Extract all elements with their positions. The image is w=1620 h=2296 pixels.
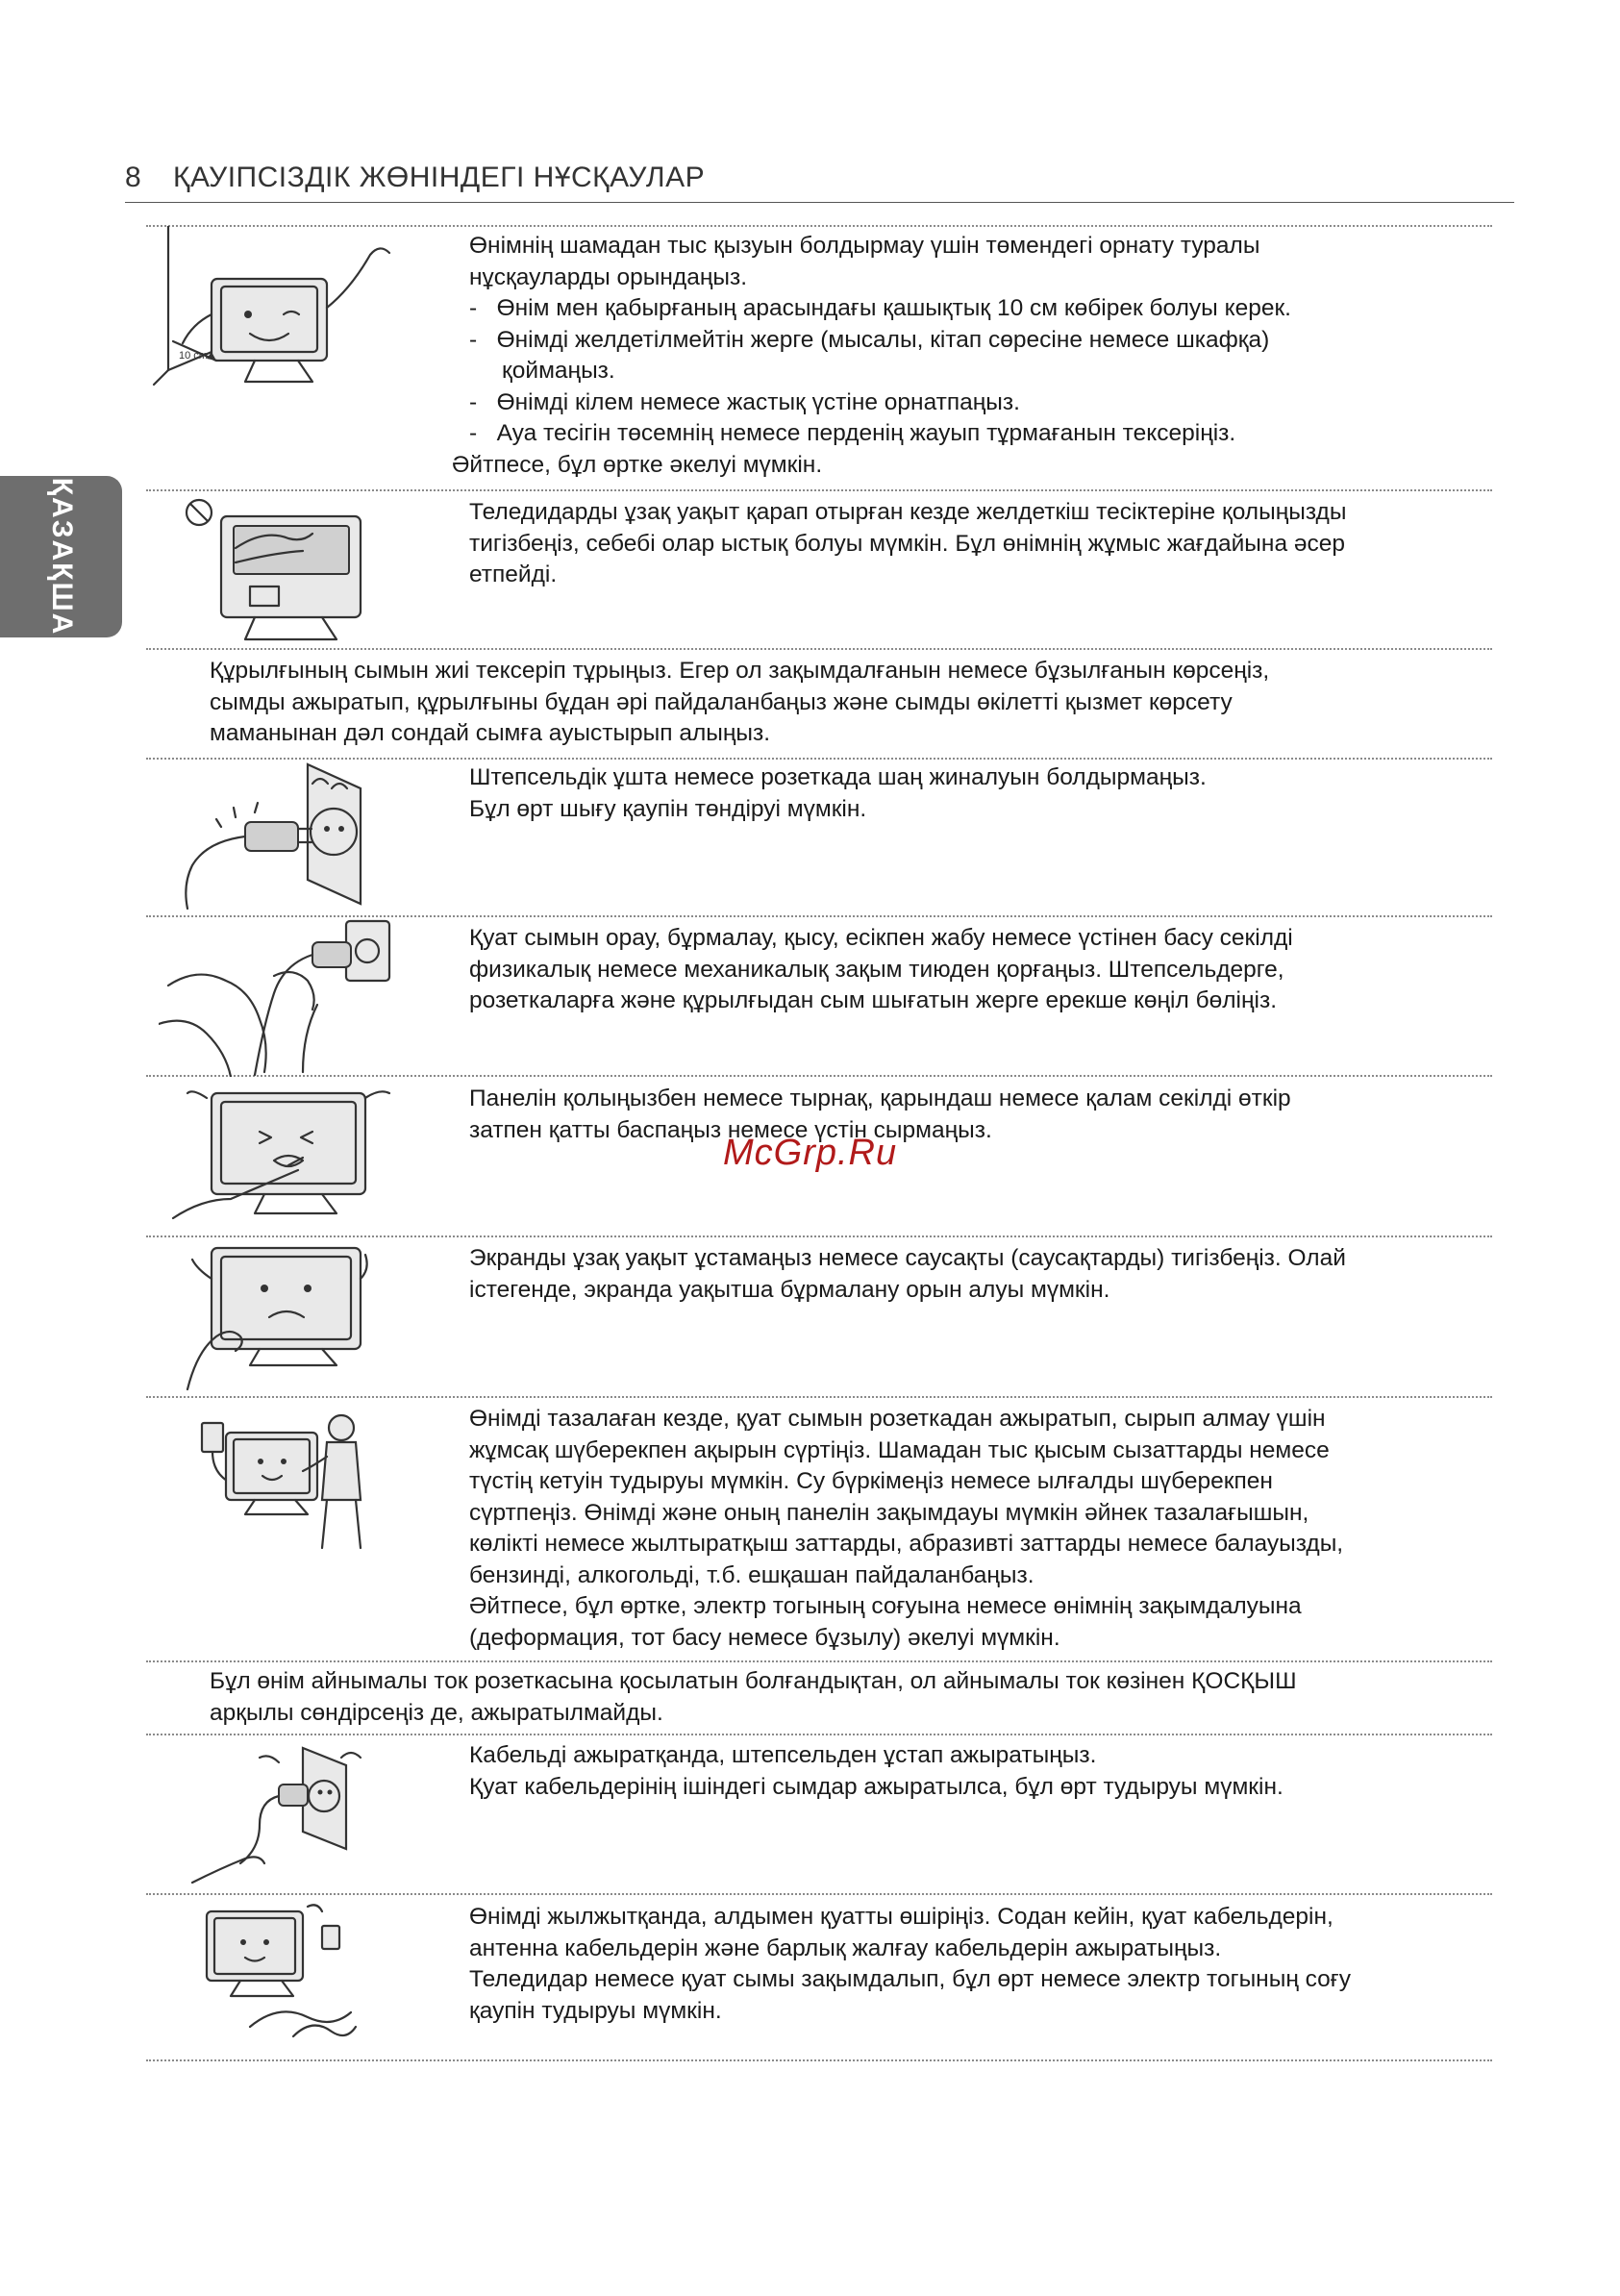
section-6-line: Панелін қолыңызбен немесе тырнақ, қарындаш немесе қалам секілді өткір bbox=[469, 1086, 1291, 1111]
page-header bbox=[125, 162, 1514, 203]
section-divider bbox=[146, 2059, 1492, 2061]
page-title: ҚАУІПСІЗДІК ЖӨНІНДЕГІ НҰСҚАУЛАР bbox=[173, 162, 706, 193]
section-9-text bbox=[210, 1666, 1297, 1729]
section-divider bbox=[146, 1660, 1492, 1662]
section-10-text bbox=[469, 1740, 1284, 1803]
section-8-line: жұмсақ шүберекпен ақырын сүртіңіз. Шамадан тыс қысым сызаттарды немесе bbox=[469, 1436, 1330, 1463]
section-divider bbox=[146, 1396, 1492, 1398]
section-10-line: Кабельді ажыратқанда, штепсельден ұстап ажыратыңыз. bbox=[469, 1742, 1097, 1768]
section-divider bbox=[146, 1893, 1492, 1895]
section-3-text bbox=[210, 656, 1269, 750]
section-3-line: сымды ажыратып, құрылғыны бұдан әрі пайдаланбаңыз және сымды өкілетті қызмет көрсету bbox=[210, 688, 1233, 715]
section-7-line: істегенде, экранда уақытша бұрмалану орын алуы мүмкін. bbox=[469, 1276, 1110, 1303]
section-4-line: Бұл өрт шығу қаупін төндіруі мүмкін. bbox=[469, 795, 867, 822]
language-tab-label: ҚАЗАҚША bbox=[45, 477, 78, 636]
distance-label: 10 cm bbox=[179, 350, 208, 362]
section-8-line: Өнімді тазалаған кезде, қуат сымын розеткадан ажыратып, сырып алмау үшін bbox=[469, 1406, 1326, 1432]
section-divider bbox=[146, 1734, 1492, 1735]
section-divider bbox=[146, 489, 1492, 491]
section-5-line: розеткаларға және құрылғыдан сым шығатын жерге ерекше көңіл бөліңіз. bbox=[469, 987, 1277, 1013]
section-divider bbox=[146, 648, 1492, 650]
twisting-cord-illustration bbox=[159, 918, 394, 1077]
section-4-text bbox=[469, 762, 1207, 825]
moving-tv-cables-illustration bbox=[197, 1902, 370, 2046]
section-2-line: етпейді. bbox=[469, 562, 558, 587]
section-1-line: нұсқауларды орындаңыз. bbox=[469, 263, 747, 290]
section-11-line: Теледидар немесе қуат сымы зақымдалып, бұл өрт немесе электр тогының соғу bbox=[469, 1966, 1351, 1992]
section-8-line: (деформация, тот басу немесе бұзылу) әкелуі мүмкін. bbox=[469, 1624, 1060, 1651]
section-11-text bbox=[469, 1902, 1351, 2027]
section-11-line: антенна кабельдерін және барлық жалғау кабельдерін ажыратыңыз. bbox=[469, 1934, 1222, 1961]
section-divider bbox=[146, 1235, 1492, 1237]
section-2-line: Теледидарды ұзақ уақыт қарап отырған кезде желдеткіш тесіктеріне қолыңызды bbox=[469, 499, 1347, 525]
section-8-line: көлікті немесе жылтыратқыш заттарды, абразивті заттарды немесе балауызды, bbox=[469, 1531, 1344, 1557]
section-5-line: Қуат сымын орау, бұрмалау, қысу, есікпен жабу немесе үстінен басу секілді bbox=[469, 925, 1293, 951]
section-8-line: түстің кетуін тудыруы мүмкін. Су бүркімеңіз немесе ылғалды шүберекпен bbox=[469, 1468, 1273, 1494]
section-5-text bbox=[469, 923, 1293, 1017]
section-1-line: - Өнім мен қабырғаның арасындағы қашықтық 10 см көбірек болуы керек. bbox=[469, 295, 1291, 321]
section-11-line: Өнімді жылжытқанда, алдымен қуатты өшіріңіз. Содан кейін, қуат кабельдерін, bbox=[469, 1904, 1333, 1930]
section-1-line: - Ауа тесігін төсемнің немесе перденің жауып тұрмағанын тексеріңіз. bbox=[469, 420, 1236, 446]
section-1-line: қоймаңыз. bbox=[469, 358, 615, 384]
section-9-line: Бұл өнім айнымалы ток розеткасына қосылатын болғандықтан, ол айнымалы ток көзінен ҚОСҚЫШ bbox=[210, 1668, 1297, 1694]
watermark-text: McGrp.Ru bbox=[723, 1133, 898, 1173]
section-10-line: Қуат кабельдерінің ішіндегі сымдар ажыратылса, бұл өрт тудыруы мүмкін. bbox=[469, 1773, 1284, 1800]
section-1-text bbox=[452, 231, 1291, 481]
section-6-line: затпен қатты баспаңыз немесе үстін сырмаңыз. bbox=[469, 1116, 992, 1143]
dusty-plug-illustration bbox=[168, 760, 370, 913]
sharp-object-tv-illustration bbox=[168, 1079, 394, 1233]
section-3-line: Құрылғының сымын жиі тексеріп тұрыңыз. Егер ол зақымдалғанын немесе бұзылғанын көрсеңіз, bbox=[210, 658, 1270, 684]
language-side-tab bbox=[0, 476, 122, 637]
tv-wall-distance-illustration bbox=[144, 226, 413, 394]
section-1-line: Әйтпесе, бұл өртке әкелуі мүмкін. bbox=[452, 451, 823, 478]
section-2-line: тигізбеңіз, себебі олар ыстық болуы мүмкін. Бұл өнімнің жұмыс жағдайына әсер bbox=[469, 530, 1346, 557]
section-9-line: арқылы сөндірсеңіз де, ажыратылмайды. bbox=[210, 1699, 663, 1726]
section-8-line: Әйтпесе, бұл өртке, электр тогының соғуына немесе өнімнің зақымдалуына bbox=[469, 1593, 1302, 1619]
section-1-line: Өнімнің шамадан тыс қызуын болдырмау үшін төмендегі орнату туралы bbox=[469, 233, 1260, 259]
unplug-cable-illustration bbox=[187, 1738, 370, 1890]
section-8-text bbox=[469, 1404, 1343, 1654]
ventilation-hands-illustration bbox=[178, 495, 370, 644]
section-8-line: сүртпеңіз. Өнімді және оның панелін зақымдауы мүмкін әйнек тазалағышын, bbox=[469, 1499, 1309, 1526]
section-11-line: қаупін тудыруы мүмкін. bbox=[469, 1997, 722, 2024]
section-7-text bbox=[469, 1243, 1346, 1306]
section-7-line: Экранды ұзақ уақыт ұстамаңыз немесе саусақты (саусақтарды) тигізбеңіз. Олай bbox=[469, 1245, 1346, 1271]
page-number: 8 bbox=[125, 162, 141, 193]
section-2-text bbox=[469, 497, 1346, 591]
finger-screen-illustration bbox=[178, 1240, 370, 1394]
section-4-line: Штепсельдік ұшта немесе розеткада шаң жиналуын болдырмаңыз. bbox=[469, 764, 1207, 790]
section-1-line: - Өнімді кілем немесе жастық үстіне орнатпаңыз. bbox=[469, 388, 1020, 415]
section-1-line: - Өнімді желдетілмейтін жерге (мысалы, кітап сөресіне немесе шкафқа) bbox=[469, 326, 1270, 353]
section-5-line: физикалық немесе механикалық зақым тиюден қорғаңыз. Штепсельдерге, bbox=[469, 956, 1284, 983]
section-divider bbox=[146, 915, 1492, 917]
section-8-line: бензинді, алкогольді, т.б. ешқашан пайдаланбаңыз. bbox=[469, 1561, 1034, 1588]
cleaning-tv-illustration bbox=[187, 1404, 375, 1558]
section-3-line: маманынан дәл сондай сымға ауыстырып алыңыз. bbox=[210, 720, 771, 746]
